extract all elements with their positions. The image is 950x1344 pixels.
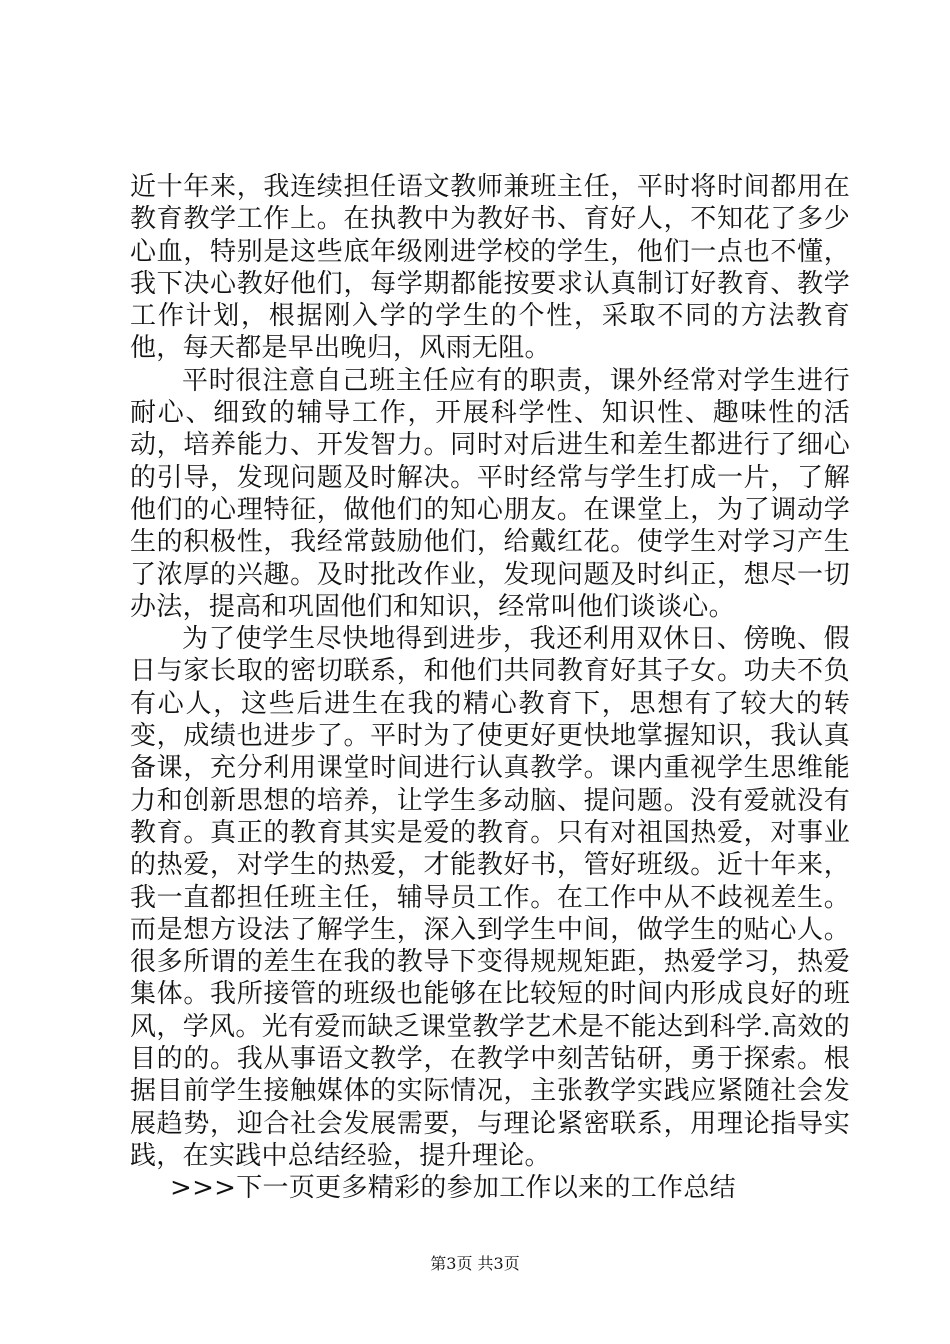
page-number-footer: 第3页 共3页: [430, 1254, 520, 1273]
next-page-link[interactable]: >>>下一页更多精彩的参加工作以来的工作总结: [170, 1173, 736, 1204]
paragraph-2: 平时很注意自己班主任应有的职责，课外经常对学生进行耐心、细致的辅导工作，开展科学性、知识性、趣味性的活动，培养能力、开发智力。同时对后进生和差生都进行了细心的引导，发现问题及时解决。平时经常与学生打成一片，了解他们的心理特征，做他们的知心朋友。在课堂上，为了调动学生的积极性，我经常鼓励他们，给戴红花。使学生对学习产生了浓厚的兴趣。及时批改作业，发现问题及时纠正，想尽一切办法，提高和巩固他们和知识，经常叫他们谈谈心。: [130, 365, 850, 622]
paragraph-3: 为了使学生尽快地得到进步，我还利用双休日、傍晚、假日与家长取的密切联系，和他们共同教育好其子女。功夫不负有心人，这些后进生在我的精心教育下，思想有了较大的转变，成绩也进步了。平时为了使更好更快地掌握知识，我认真备课，充分利用课堂时间进行认真教学。课内重视学生思维能力和创新思想的培养，让学生多动脑、提问题。没有爱就没有教育。真正的教育其实是爱的教育。只有对祖国热爱，对事业的热爱，对学生的热爱，才能教好书，管好班级。近十年来，我一直都担任班主任，辅导员工作。在工作中从不歧视差生。而是想方设法了解学生，深入到学生中间，做学生的贴心人。很多所谓的差生在我的教导下变得规规矩距，热爱学习，热爱集体。我所接管的班级也能够在比较短的时间内形成良好的班风，学风。光有爱而缺乏课堂教学艺术是不能达到科学.高效的目的的。我从事语文教学，在教学中刻苦钻研，勇于探索。根据目前学生接触媒体的实际情况，主张教学实践应紧随社会发展趋势，迎合社会发展需要，与理论紧密联系，用理论指导实践，在实践中总结经验，提升理论。: [130, 624, 850, 1171]
document-body: [130, 171, 850, 1205]
paragraph-1: 近十年来，我连续担任语文教师兼班主任，平时将时间都用在教育教学工作上。在执教中为教好书、育好人，不知花了多少心血，特别是这些底年级刚进学校的学生，他们一点也不懂，我下决心教好他们，每学期都能按要求认真制订好教育、教学工作计划，根据刚入学的学生的个性，采取不同的方法教育他，每天都是早出晚归，风雨无阻。: [130, 172, 850, 364]
